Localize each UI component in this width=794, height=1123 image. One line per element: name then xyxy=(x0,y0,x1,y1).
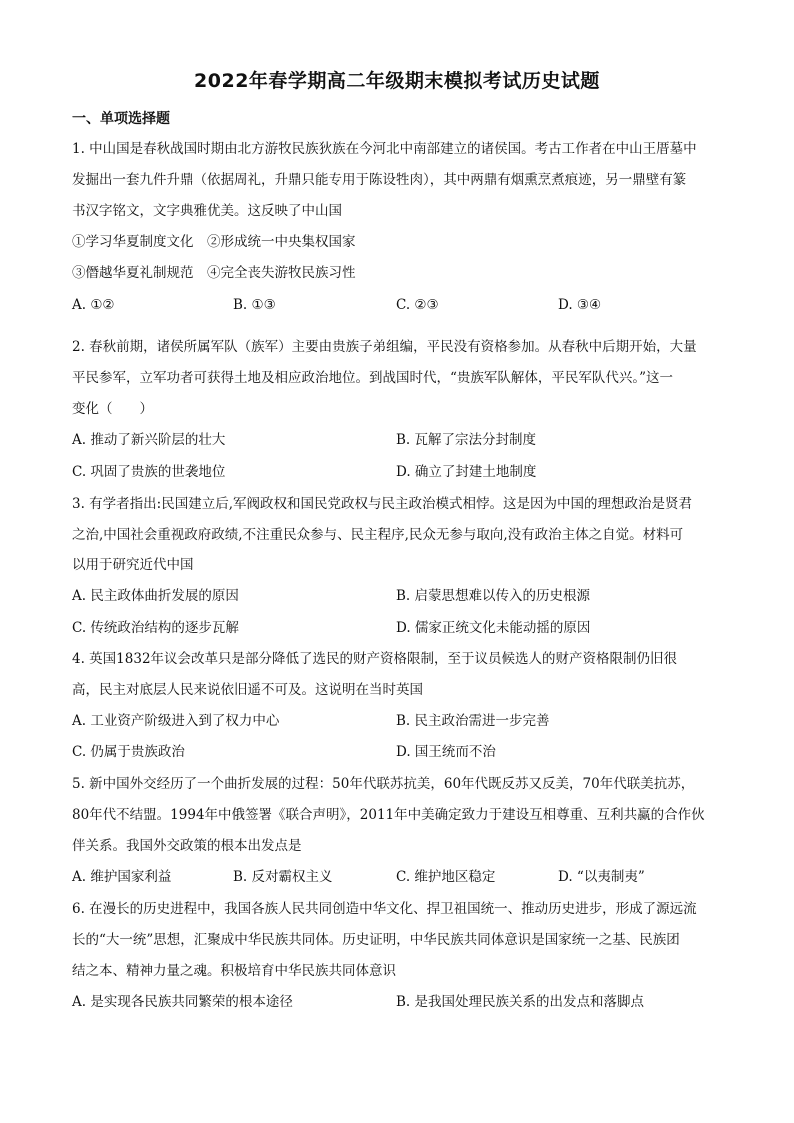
q1-line-3: 书汉字铭文，文字典雅优美。这反映了中山国 xyxy=(72,203,342,219)
q5-option-b: B. 反对霸权主义 xyxy=(233,869,333,885)
q2-option-c: C. 巩固了贵族的世袭地位 xyxy=(72,464,226,480)
q6-line-1: 6. 在漫长的历史进程中，我国各族人民共同创造中华文化、捍卫祖国统一、推动历史进步，形成了源远流 xyxy=(72,901,697,917)
q5-option-c: C. 维护地区稳定 xyxy=(396,869,496,885)
q1-option-a: A. ①② xyxy=(72,297,115,313)
q1-line-1: 1. 中山国是春秋战国时期由北方游牧民族狄族在今河北中南部建立的诸侯国。考古工作者在中山王厝墓中 xyxy=(72,141,697,157)
q3-line-3: 以用于研究近代中国 xyxy=(72,557,194,573)
q3-option-d: D. 儒家正统文化未能动摇的原因 xyxy=(396,620,591,636)
q5-line-2: 80年代不结盟。1994年中俄签署《联合声明》，2011年中美确定致力于建设互相尊重、互利共赢的合作伙 xyxy=(72,807,705,823)
q6-option-b: B. 是我国处理民族关系的出发点和落脚点 xyxy=(396,994,645,1010)
q2-line-2: 平民参军，立军功者可获得土地及相应政治地位。到战国时代，“贵族军队解体，平民军队代兴。”这一 xyxy=(72,370,674,386)
q5-line-3: 伴关系。我国外交政策的根本出发点是 xyxy=(72,838,302,854)
q5-option-a: A. 维护国家利益 xyxy=(72,869,172,885)
q2-option-b: B. 瓦解了宗法分封制度 xyxy=(396,432,537,448)
section-heading: 一、单项选择题 xyxy=(72,111,170,127)
q5-line-1: 5. 新中国外交经历了一个曲折发展的过程：50年代联苏抗美，60年代既反苏又反美，70年代联美抗苏， xyxy=(72,776,695,792)
q1-line-2: 发掘出一套九件升鼎（依据周礼，升鼎只能专用于陈设牲肉），其中两鼎有烟熏烹煮痕迹，另一鼎壁有篆 xyxy=(72,172,687,188)
q6-line-3: 结之本、精神力量之魂。积极培育中华民族共同体意识 xyxy=(72,963,396,979)
q6-line-2: 长的“大一统”思想，汇聚成中华民族共同体。历史证明，中华民族共同体意识是国家统一之基、民族团 xyxy=(72,932,680,948)
q2-line-1: 2. 春秋前期，诸侯所属军队（族军）主要由贵族子弟组编，平民没有资格参加。从春秋中后期开始，大量 xyxy=(72,339,697,355)
q1-statement-2: ③僭越华夏礼制规范 ④完全丧失游牧民族习性 xyxy=(72,265,356,281)
q2-line-3: 变化（ ） xyxy=(72,401,153,417)
q1-option-c: C. ②③ xyxy=(396,297,439,313)
q3-option-c: C. 传统政治结构的逐步瓦解 xyxy=(72,620,239,636)
q4-option-c: C. 仍属于贵族政治 xyxy=(72,744,185,760)
q3-option-a: A. 民主政体曲折发展的原因 xyxy=(72,588,239,604)
q2-option-d: D. 确立了封建土地制度 xyxy=(396,464,537,480)
q1-option-d: D. ③④ xyxy=(558,297,602,313)
q1-option-b: B. ①③ xyxy=(233,297,276,313)
q2-option-a: A. 推动了新兴阶层的壮大 xyxy=(72,432,226,448)
q4-option-d: D. 国王统而不治 xyxy=(396,744,496,760)
q6-option-a: A. 是实现各民族共同繁荣的根本途径 xyxy=(72,994,293,1010)
exam-title: 2022年春学期高二年级期末模拟考试历史试题 xyxy=(194,70,600,92)
q5-option-d: D. “以夷制夷” xyxy=(558,869,645,885)
q4-option-a: A. 工业资产阶级进入到了权力中心 xyxy=(72,713,280,729)
q4-option-b: B. 民主政治需进一步完善 xyxy=(396,713,550,729)
q4-line-1: 4. 英国1832年议会改革只是部分降低了选民的财产资格限制，至于议员候选人的财产资格限制仍旧很 xyxy=(72,651,678,667)
q3-option-b: B. 启蒙思想难以传入的历史根源 xyxy=(396,588,591,604)
q3-line-1: 3. 有学者指出:民国建立后,军阀政权和国民党政权与民主政治模式相悖。这是因为中国的理想政治是贤君 xyxy=(72,496,693,512)
q3-line-2: 之治,中国社会重视政府政绩,不注重民众参与、民主程序,民众无参与取向,没有政治主体之自觉。材料可 xyxy=(72,527,684,543)
q1-statement-1: ①学习华夏制度文化 ②形成统一中央集权国家 xyxy=(72,234,356,250)
q4-line-2: 高，民主对底层人民来说依旧遥不可及。这说明在当时英国 xyxy=(72,682,423,698)
